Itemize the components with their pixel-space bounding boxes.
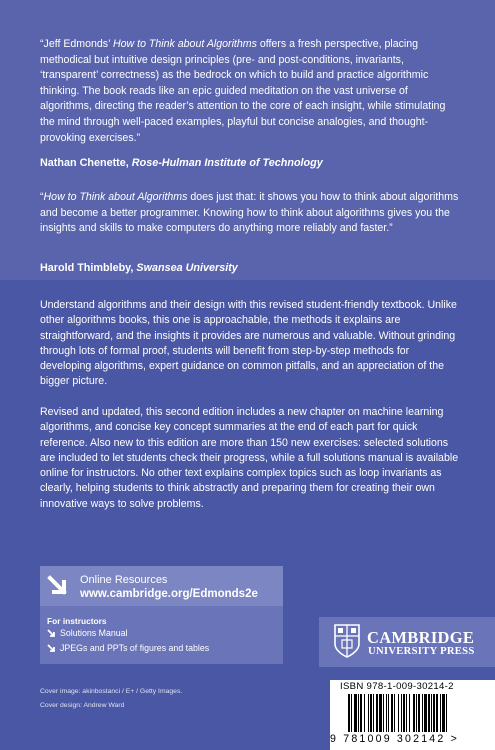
quote-open: “Jeff Edmonds’ [40,38,114,50]
endorser-name: Nathan Chenette, [40,157,132,169]
endorser-affiliation: Rose-Hulman Institute of Technology [131,157,323,169]
publisher-name: CAMBRIDGE [367,628,475,647]
arrow-down-right-icon [47,575,69,597]
book-title: How to Think about Algorithms [43,191,188,203]
isbn-barcode [330,680,495,750]
endorsement-quote [40,190,462,237]
online-resources-box [40,566,283,664]
endorsement-quote [40,37,462,146]
cover-image-credit: Cover image: akinbostanci / E+ / Getty Images. [40,688,183,695]
resource-item [47,628,127,638]
quote-text: offers a fresh perspective, placing methodical but intuitive design principles (pre- and post-conditions, invariants, ‘transparent’ correctness) as the bedrock on which to build and practice algorithmic thinking. The book reads like an epic guided meditation on the vast universe of algorithms, directing the reader’s attention to the core of each insight, while stimulating the mind through well-paced examples, playful but concise analogies, and thought-provoking exercises.” [40,38,446,144]
endorsements-panel [0,0,495,280]
resource-item-label: Solutions Manual [60,628,128,638]
arrow-down-right-icon [47,629,56,638]
online-resources-title: Online Resources [80,574,168,586]
endorsement-attribution [40,262,238,274]
publisher-subname: UNIVERSITY PRESS [368,646,475,657]
endorsement-attribution [40,157,323,169]
quote-open: “ [40,191,44,203]
barcode-icon [340,694,492,736]
online-resources-header [40,566,283,606]
ean-digits: 9 781009 302142 > [330,733,460,745]
for-instructors-label: For instructors [47,616,107,626]
resource-item [47,643,209,653]
resource-item-label: JPEGs and PPTs of figures and tables [60,643,210,653]
resources-url-link[interactable]: www.cambridge.org/Edmonds2e [80,588,258,600]
cover-design-credit: Cover design: Andrew Ward [40,702,125,709]
book-title: How to Think about Algorithms [113,38,257,50]
arrow-down-right-icon [47,644,56,653]
isbn-number: ISBN 978-1-009-30214-2 [340,681,454,692]
endorser-name: Harold Thimbleby, [40,262,137,274]
quote-text: does just that: it shows you how to think about algorithms and become a better programmer. Knowing how to think about algorithms gives you the insights and skills to make computers do anything more reliably and faster.” [40,191,459,235]
publisher-logo [319,617,495,667]
blurb-paragraph-1: Understand algorithms and their design with this revised student-friendly textbook. Unlike other algorithms books, this one is approachable, the methods it explains are straightforward, and the insights it provides are numerous and valuable. Without grinding through lots of formal proof, students will benefit from step-by-step methods for developing algorithms, expert guidance on common pitfalls, and an appreciation of the bigger picture. [40,299,457,388]
endorser-affiliation: Swansea University [136,262,238,274]
cambridge-crest-icon [334,624,360,658]
blurb-paragraph-2: Revised and updated, this second edition includes a new chapter on machine learning algorithms, and concise key concept summaries at the end of each part for quick reference. Also new to this edition are more than 150 new exercises: selected solutions are included to let students check their progress, while a full solutions manual is available online for instructors. No other text explains complex topics such as loop invariants as clearly, helping students to think abstractly and preparing them for creating their own innovative ways to solve problems. [40,406,459,510]
